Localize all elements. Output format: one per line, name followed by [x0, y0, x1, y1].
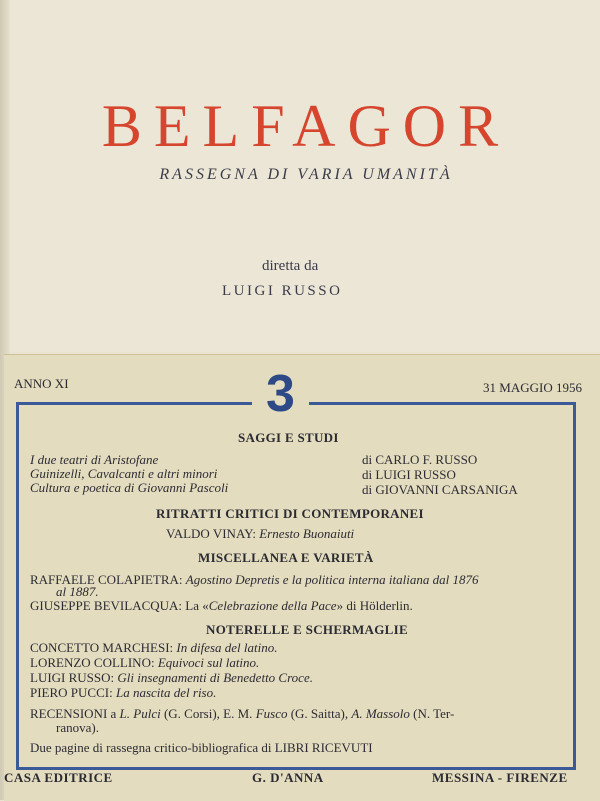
noterelle-entry-1: [30, 640, 278, 655]
recensioni-terranova: (N. Ter-: [413, 706, 455, 721]
ritratti-entry: [166, 526, 354, 541]
noterelle-author-1: CONCETTO MARCHESI:: [30, 640, 174, 655]
miscellanea-title-1-cont: al 1887.: [56, 584, 99, 599]
director-name: LUIGI RUSSO: [222, 283, 343, 299]
journal-subtitle: RASSEGNA DI VARIA UMANITÀ: [159, 166, 453, 183]
noterelle-author-3: LUIGI RUSSO:: [30, 670, 115, 685]
saggio-author-3: di GIOVANNI CARSANIGA: [362, 482, 518, 497]
ritratti-title: Ernesto Buonaiuti: [259, 526, 355, 541]
recensioni-line-2: ranova).: [56, 720, 99, 735]
recensioni-saitta: (G. Saitta),: [290, 706, 349, 721]
recensioni-corsi: (G. Corsi), E. M.: [163, 706, 253, 721]
miscellanea-title-2: Celebrazione della Pace: [208, 598, 337, 613]
noterelle-title-2: Equivoci sul latino.: [157, 655, 260, 670]
noterelle-title-4: La nascita del riso.: [115, 685, 217, 700]
saggio-title-2: Guinizelli, Cavalcanti e altri minori: [30, 466, 218, 481]
miscellanea-author-2: GIUSEPPE BEVILACQUA:: [30, 598, 183, 613]
recensioni-pulci: L. Pulci: [119, 706, 161, 721]
noterelle-entry-2: [30, 655, 259, 670]
miscellanea-author-1: RAFFAELE COLAPIETRA:: [30, 572, 183, 587]
noterelle-entry-4: [30, 685, 216, 700]
issue-number: 3: [252, 368, 309, 420]
journal-title: BELFAGOR: [101, 93, 511, 159]
recensioni-fusco: Fusco: [255, 706, 288, 721]
noterelle-author-2: LORENZO COLLINO:: [30, 655, 155, 670]
directed-by-label: diretta da: [262, 258, 319, 274]
issue-date: 31 MAGGIO 1956: [483, 380, 582, 395]
miscellanea-title-1: Agostino Depretis e la politica interna italiana dal 1876: [185, 572, 479, 587]
noterelle-title-1: In difesa del latino.: [176, 640, 278, 655]
recensioni-label: RECENSIONI a: [30, 706, 117, 721]
libri-ricevuti-note: Due pagine di rassegna critico-bibliografica di LIBRI RICEVUTI: [30, 740, 373, 755]
publisher-name: G. D'ANNA: [252, 770, 324, 785]
section-heading-saggi: SAGGI E STUDI: [238, 430, 339, 445]
ritratti-author: VALDO VINAY:: [166, 526, 256, 541]
publisher-label: CASA EDITRICE: [4, 770, 113, 785]
saggio-title-3: Cultura e poetica di Giovanni Pascoli: [30, 480, 229, 495]
noterelle-title-3: Gli insegnamenti di Benedetto Croce.: [117, 670, 313, 685]
saggio-author-2: di LUIGI RUSSO: [362, 467, 456, 482]
publisher-cities: MESSINA - FIRENZE: [432, 770, 568, 785]
section-heading-ritratti: RITRATTI CRITICI DI CONTEMPORANEI: [156, 506, 424, 521]
saggio-author-1: di CARLO F. RUSSO: [362, 452, 478, 467]
saggio-title-1: I due teatri di Aristofane: [30, 452, 159, 467]
issue-year: ANNO XI: [14, 376, 69, 391]
section-heading-noterelle: NOTERELLE E SCHERMAGLIE: [206, 622, 408, 637]
miscellanea-entry-2: [30, 598, 413, 613]
noterelle-author-4: PIERO PUCCI:: [30, 685, 113, 700]
miscellanea-title-2-pre: La «: [185, 598, 209, 613]
recensioni-line-1: [30, 706, 454, 721]
noterelle-entry-3: [30, 670, 313, 685]
section-heading-miscellanea: MISCELLANEA E VARIETÀ: [198, 550, 374, 565]
miscellanea-title-2-post: » di Hölderlin.: [336, 598, 413, 613]
recensioni-massolo: A. Massolo: [351, 706, 410, 721]
